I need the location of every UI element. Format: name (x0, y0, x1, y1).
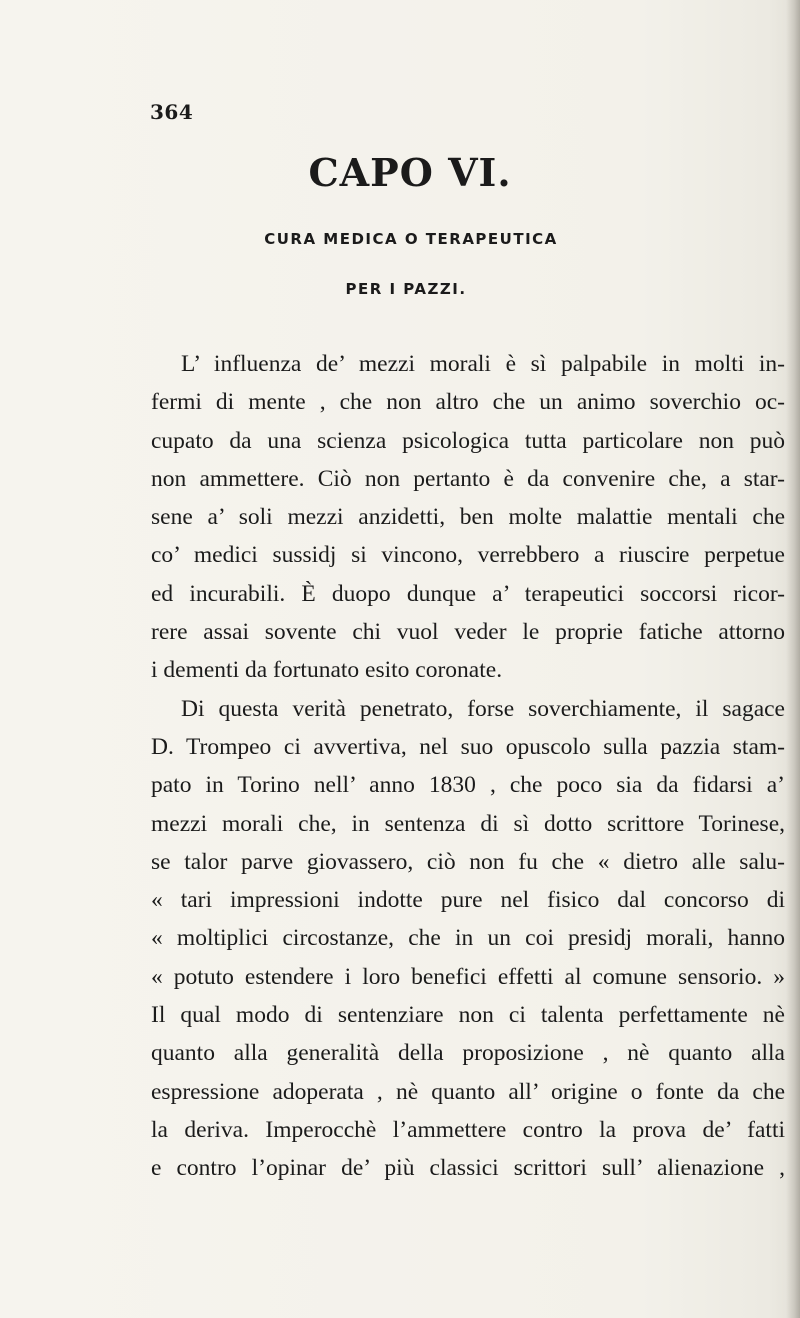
text-line: « potuto estendere i loro benefici effetti al comune sensorio. » (151, 963, 785, 990)
chapter-title: CAPO VI. (308, 150, 512, 195)
text-line: fermi di mente , che non altro che un animo soverchio oc- (151, 389, 785, 416)
text-line: cupato da una scienza psicologica tutta particolare non può (151, 427, 785, 454)
text-line: « tari impressioni indotte pure nel fisico dal concorso di (151, 887, 785, 914)
text-line: sene a’ soli mezzi anzidetti, ben molte malattie mentali che (151, 504, 785, 531)
paragraph-1 (151, 345, 793, 690)
text-line: e contro l’opinar de’ più classici scrittori sull’ alienazione , (151, 1155, 785, 1182)
text-line: pato in Torino nell’ anno 1830 , che poco sia da fidarsi a’ (151, 772, 785, 799)
text-line: non ammettere. Ciò non pertanto è da convenire che, a star- (151, 465, 785, 492)
text-line: D. Trompeo ci avvertiva, nel suo opuscolo sulla pazzia stam- (151, 733, 785, 760)
text-line: L’ influenza de’ mezzi morali è sì palpabile in molti in- (181, 351, 785, 377)
page-number: 364 (150, 100, 194, 124)
text-line: se talor parve giovassero, ciò non fu che « dietro alle salu- (151, 848, 785, 875)
text-line-last: i dementi da fortunato esito coronate. (151, 657, 503, 684)
text-line: ed incurabili. È duopo dunque a’ terapeutici soccorsi ricor- (151, 580, 785, 607)
text-line: « moltiplici circostanze, che in un coi presidj morali, hanno (151, 925, 785, 952)
chapter-subtitle-line-2: PER I PAZZI. (345, 280, 467, 298)
body-text (151, 345, 793, 1188)
text-line: Il qual modo di sentenziare non ci talenta perfettamente nè (151, 1002, 785, 1029)
text-line: Di questa verità penetrato, forse soverchiamente, il sagace (181, 695, 785, 722)
text-line: co’ medici sussidj si vincono, verrebbero a riuscire perpetue (151, 542, 785, 569)
text-line: la deriva. Imperocchè l’ammettere contro la prova de’ fatti (151, 1116, 785, 1143)
text-line: quanto alla generalità della proposizione , nè quanto alla (151, 1040, 785, 1067)
chapter-subtitle-line-1: CURA MEDICA O TERAPEUTICA (264, 230, 558, 248)
text-line: espressione adoperata , nè quanto all’ origine o fonte da che (151, 1078, 785, 1105)
text-line: mezzi morali che, in sentenza di sì dotto scrittore Torinese, (151, 810, 785, 837)
paragraph-2 (151, 690, 793, 1188)
text-line: rere assai sovente chi vuol veder le proprie fatiche attorno (151, 619, 785, 646)
